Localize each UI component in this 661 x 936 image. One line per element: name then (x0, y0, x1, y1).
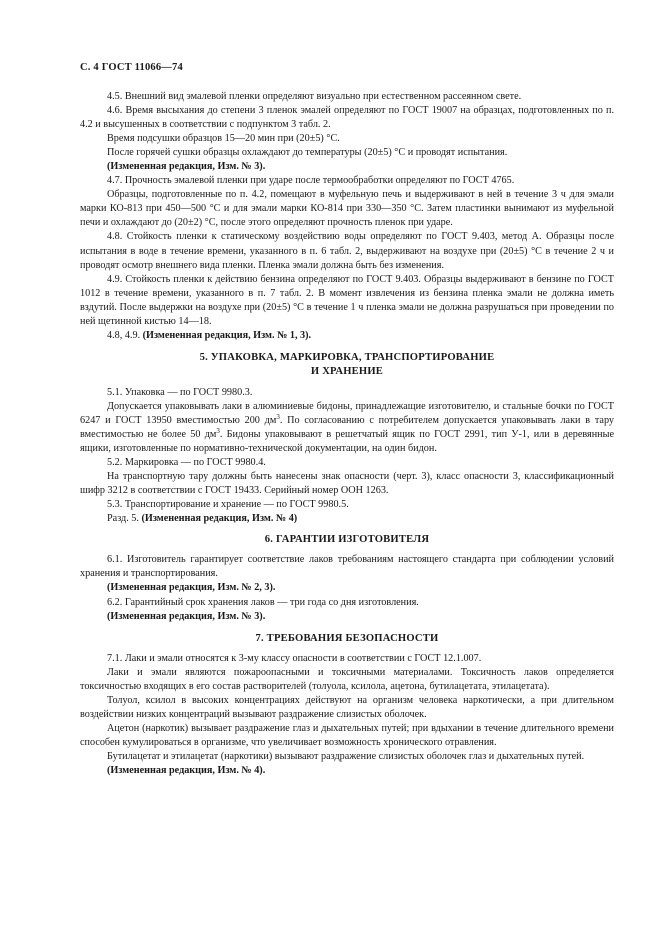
paragraph-7-1-toxicity: Лаки и эмали являются пожароопасными и токсичными материалами. Токсичность лаков определяется токсичностью входящих в его состав растворителей (толуола, ксилола, ацетона, бутилацетата, этилацетата). (80, 666, 614, 692)
paragraph-5-2: 5.2. Маркировка — по ГОСТ 9980.4. (107, 457, 266, 469)
paragraph-5-2-marking: На транспортную тару должны быть нанесены знак опасности (черт. 3), класс опасности 3, классификационный шифр 3212 в соответствии с ГОСТ 19433. Серийный номер ООН 1263. (80, 471, 614, 497)
paragraph-4-8-4-9-amendment (80, 329, 614, 343)
amendment-note: (Измененная редакция, Изм. № 3). (107, 610, 266, 622)
section-5-heading-line1: 5. УПАКОВКА, МАРКИРОВКА, ТРАНСПОРТИРОВАНИЕ (199, 351, 495, 363)
paragraph-7-1-acetates: Бутилацетат и этилацетат (наркотики) вызывают раздражение слизистых оболочек глаз и дыхательных путей. (107, 750, 585, 762)
clause-reference: 4.8, 4.9. (107, 329, 141, 341)
paragraph-4-6-drying: Время подсушки образцов 15—20 мин при (20±5) °С. (107, 133, 340, 145)
section-5-heading (80, 351, 614, 379)
amendment-note: (Измененная редакция, Изм. № 4) (141, 513, 298, 525)
amendment-note: (Измененная редакция, Изм. № 4). (107, 765, 266, 777)
paragraph-7-1: 7.1. Лаки и эмали относятся к 3-му классу опасности в соответствии с ГОСТ 12.1.007. (107, 652, 482, 664)
paragraph-4-5: 4.5. Внешний вид эмалевой пленки определяют визуально при естественном рассеянном свете. (107, 91, 522, 102)
paragraph-7-1-toluene: Толуол, ксилол в высоких концентрациях действуют на организм человека наркотически, а при длительном воздействии низких концентраций вызывают раздражение слизистых оболочек. (80, 694, 614, 720)
section-5-amendment (80, 512, 614, 526)
paragraph-4-8: 4.8. Стойкость пленки к статическому воздействию воды определяют по ГОСТ 9.403, метод А. Образцы после испытания в воде в течение времени, указанного в п. 6 табл. 2, выдерживают на воздухе при (20±5) °С в течение 2 ч и проводят осмотр внешнего вида пленки. Пленка эмали должна быть без изменения. (80, 231, 614, 271)
paragraph-5-1: 5.1. Упаковка — по ГОСТ 9980.3. (107, 386, 253, 398)
paragraph-4-6: 4.6. Время высыхания до степени 3 пленок эмалей определяют по ГОСТ 19007 на образцах, подготовленных по п. 4.2 и высушенных в соответствии с подпунктом 3 табл. 2. (80, 105, 614, 131)
superscript-3: 3 (276, 412, 280, 421)
paragraph-5-1-containers: Допускается упаковывать лаки в алюминиевые бидоны, принадлежащие изготовителю, и стальные бочки по ГОСТ 6247 и ГОСТ 13950 вместимостью 200 $дм^3$. По согласованию с потребителем допускается упаковывать лаки в тару вместимостью не более 50 $дм^3$. Бидоны упаковывают в решетчатый ящик по ГОСТ 2991, тип У-1, или в деревянные ящики, изготовленные по нормативно-технической документации, на один бидон. (80, 400, 614, 455)
amendment-note: (Измененная редакция, Изм. № 3). (107, 161, 266, 173)
section-5-heading-line2: И ХРАНЕНИЕ (310, 365, 384, 377)
paragraph-5-3: 5.3. Транспортирование и хранение — по ГОСТ 9980.5. (107, 499, 349, 511)
amendment-note: (Измененная редакция, Изм. № 2, 3). (107, 582, 276, 594)
paragraph-6-2: 6.2. Гарантийный срок хранения лаков — три года со дня изготовления. (107, 596, 419, 608)
paragraph-6-1: 6.1. Изготовитель гарантирует соответствие лаков требованиям настоящего стандарта при соблюдении условий хранения и транспортирования. (80, 554, 614, 580)
amendment-note: (Измененная редакция, Изм. № 1, 3). (142, 329, 312, 341)
paragraph-7-1-acetone: Ацетон (наркотик) вызывает раздражение глаз и дыхательных путей; при вдыхании в течение длительного времени способен кумулироваться в организме, что увеличивает возможность хронического отравления. (80, 722, 614, 748)
superscript-3: 3 (216, 426, 220, 435)
document-body (80, 90, 614, 778)
page-header: С. 4 ГОСТ 11066—74 (80, 62, 183, 73)
clause-reference: Разд. 5. (107, 513, 139, 525)
section-7-heading: 7. ТРЕБОВАНИЯ БЕЗОПАСНОСТИ (255, 632, 439, 644)
paragraph-4-7-samples: Образцы, подготовленные по п. 4.2, помещают в муфельную печь и выдерживают в ней в течение 3 ч для эмали марки КО-813 при 450—500 °С и для эмали марки КО-814 при 330—350 °С. Затем пластинки вынимают из муфельной печи и охлаждают до (20±2) °С, после этого определяют прочность пленок при ударе. (80, 189, 614, 229)
paragraph-4-6-cooling: После горячей сушки образцы охлаждают до температуры (20±5) °С и проводят испытания. (107, 147, 508, 159)
paragraph-4-9: 4.9. Стойкость пленки к действию бензина определяют по ГОСТ 9.403. Образцы выдерживают в бензине по ГОСТ 1012 в течение времени, указанного в п. 7 табл. 2. В момент извлечения из бензина пленка эмали не должна иметь вздутий. После выдержки на воздухе при (20±5) °С в течение 1 ч пленка эмали не должна разрушаться при проведении по ней щетинной кистью 14—18. (80, 273, 614, 327)
section-6-heading: 6. ГАРАНТИИ ИЗГОТОВИТЕЛЯ (264, 534, 430, 546)
paragraph-4-7: 4.7. Прочность эмалевой пленки при ударе после термообработки определяют по ГОСТ 4765. (107, 175, 515, 187)
